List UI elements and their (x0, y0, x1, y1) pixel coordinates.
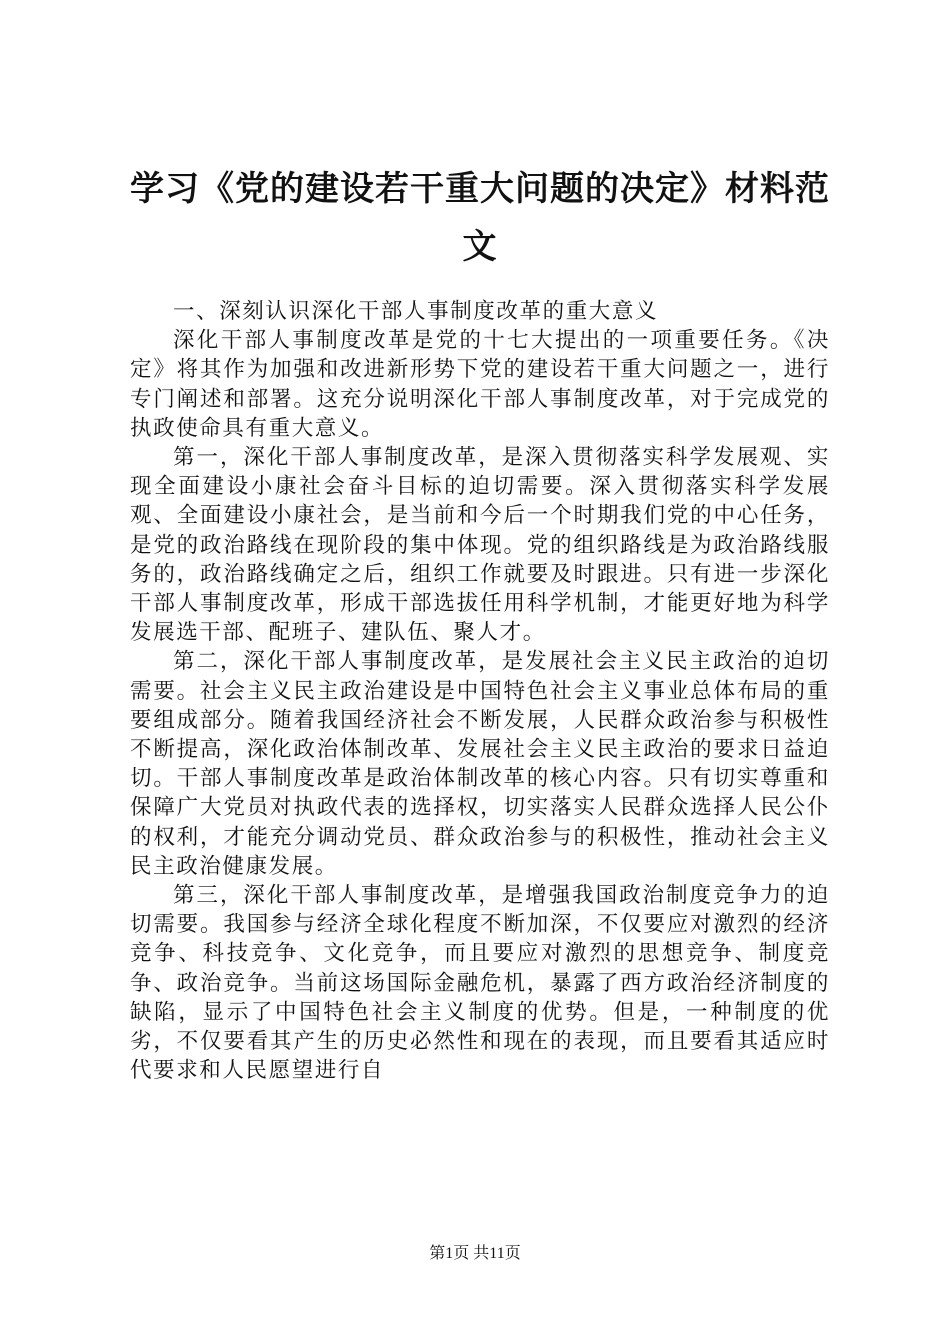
page-footer: 第1页 共11页 (429, 1245, 521, 1262)
paragraph: 第一，深化干部人事制度改革，是深入贯彻落实科学发展观、实现全面建设小康社会奋斗目标的迫切需要。深入贯彻落实科学发展观、全面建设小康社会，是当前和今后一个时期我们党的中心任务，是党的政治路线在现阶段的集中体现。党的组织路线是为政治路线服务的，政治路线确定之后，组织工作就要及时跟进。只有进一步深化干部人事制度改革，形成干部选拔任用科学机制，才能更好地为科学发展选干部、配班子、建队伍、聚人才。 (130, 445, 830, 646)
document-body (130, 297, 830, 1085)
document-title: 学习《党的建设若干重大问题的决定》材料范文 (130, 169, 830, 267)
section-heading: 一、深刻认识深化干部人事制度改革的重大意义 (173, 299, 659, 324)
paragraph: 第三，深化干部人事制度改革，是增强我国政治制度竞争力的迫切需要。我国参与经济全球化程度不断加深，不仅要应对激烈的经济竞争、科技竞争、文化竞争，而且要应对激烈的思想竞争、制度竞争、政治竞争。当前这场国际金融危机，暴露了西方政治经济制度的缺陷，显示了中国特色社会主义制度的优势。但是，一种制度的优劣，不仅要看其产生的历史必然性和现在的表现，而且要看其适应时代要求和人民愿望进行自 (130, 883, 830, 1084)
paragraph: 深化干部人事制度改革是党的十七大提出的一项重要任务。《决定》将其作为加强和改进新形势下党的建设若干重大问题之一，进行专门阐述和部署。这充分说明深化干部人事制度改革，对于完成党的执政使命具有重大意义。 (130, 328, 830, 441)
paragraph: 第二，深化干部人事制度改革，是发展社会主义民主政治的迫切需要。社会主义民主政治建设是中国特色社会主义事业总体布局的重要组成部分。随着我国经济社会不断发展，人民群众政治参与积极性不断提高，深化政治体制改革、发展社会主义民主政治的要求日益迫切。干部人事制度改革是政治体制改革的核心内容。只有切实尊重和保障广大党员对执政代表的选择权，切实落实人民群众选择人民公仆的权利，才能充分调动党员、群众政治参与的积极性，推动社会主义民主政治健康发展。 (130, 649, 830, 879)
